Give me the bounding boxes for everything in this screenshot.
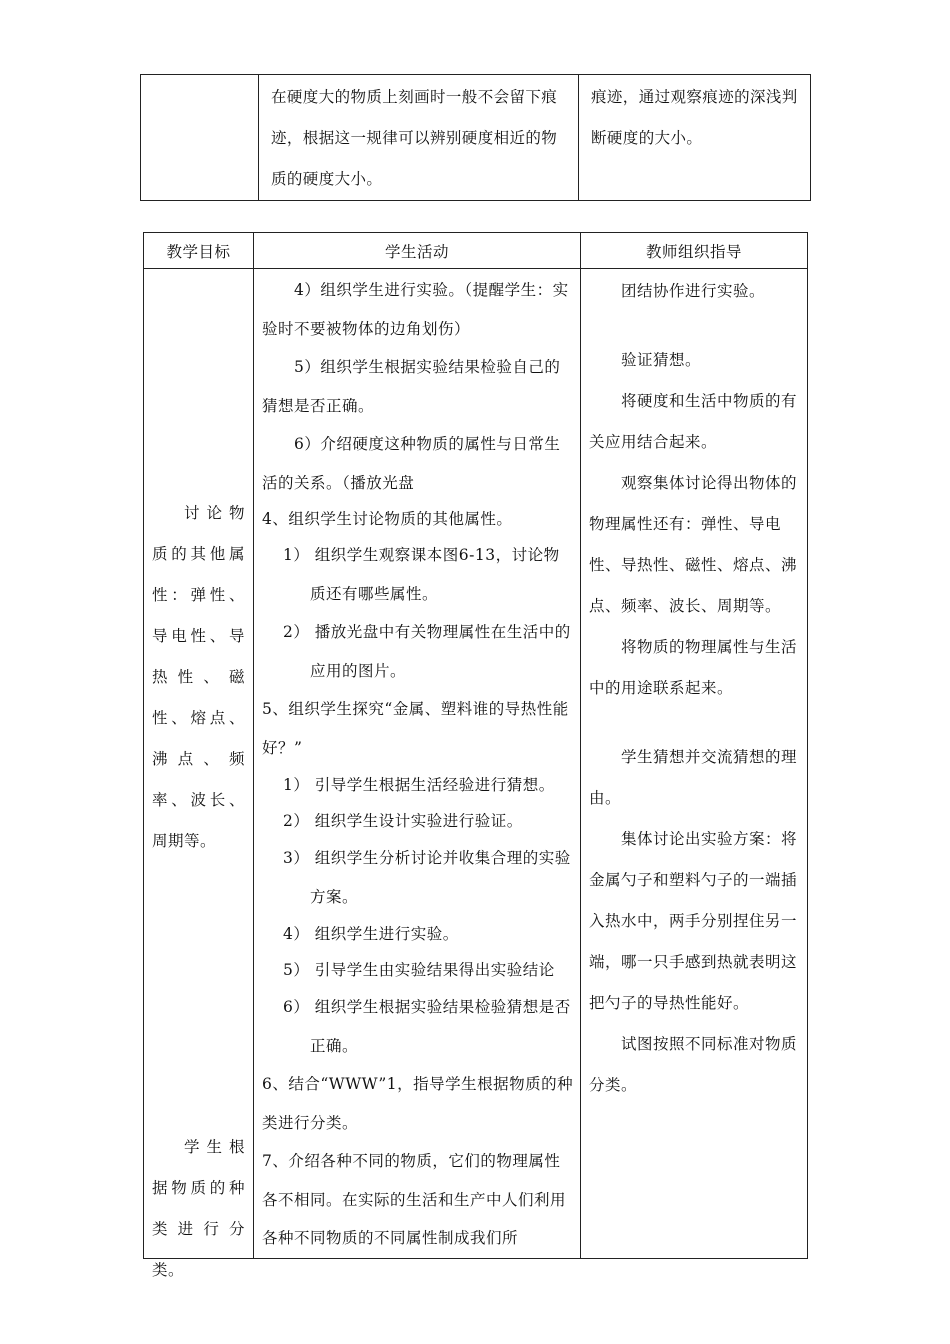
activity-line: 2） 播放光盘中有关物理属性在生活中的应用的图片。 <box>283 623 571 680</box>
activity-line: 5、组织学生探究“金属、塑料谁的导热性能好？” <box>262 700 569 757</box>
activity-line: 1） 引导学生根据生活经验进行猜想。 <box>283 776 555 794</box>
guidance-text: 团结协作进行实验。 <box>621 282 766 300</box>
student-activity-cell <box>254 269 581 1259</box>
table-header-row <box>144 233 808 269</box>
activity-line: 5）组织学生根据实验结果检验自己的猜想是否正确。 <box>262 358 561 415</box>
guidance-text: 集体讨论出实验方案：将金属勺子和塑料勺子的一端插入热水中，两手分别捏住另一端，哪一只手感到热就表明这把勺子的导热性能好。 <box>589 830 798 1012</box>
activity-line: 1） 组织学生观察课本图6-13，讨论物质还有哪些属性。 <box>283 546 560 603</box>
activity-line: 4、组织学生讨论物质的其他属性。 <box>262 510 513 528</box>
guidance-text: 将物质的物理属性与生活中的用途联系起来。 <box>589 638 798 697</box>
header-teacher-guidance: 教师组织指导 <box>581 233 808 269</box>
table-row <box>141 75 811 201</box>
table-cell <box>579 75 811 201</box>
table-cell <box>259 75 579 201</box>
activity-line: 6、结合“WWW”1，指导学生根据物质的种类进行分类。 <box>262 1075 574 1132</box>
cell-text: 痕迹，通过观察痕迹的深浅判断硬度的大小。 <box>591 88 798 147</box>
activity-line: 6） 组织学生根据实验结果检验猜想是否正确。 <box>283 998 571 1055</box>
activity-line: 6）介绍硬度这种物质的属性与日常生活的关系。（播放光盘 <box>262 435 561 492</box>
activity-line: 3） 组织学生分析讨论并收集合理的实验方案。 <box>283 849 571 906</box>
activity-line: 2） 组织学生设计实验进行验证。 <box>283 812 523 830</box>
guidance-text: 观察集体讨论得出物体的物理属性还有：弹性、导电性、导热性、磁性、熔点、沸点、频率、波长、周期等。 <box>589 474 798 615</box>
guidance-text: 将硬度和生活中物质的有关应用结合起来。 <box>589 392 798 451</box>
header-student-activity: 学生活动 <box>254 233 581 269</box>
guidance-text: 学生猜想并交流猜想的理由。 <box>589 748 798 807</box>
top-table <box>140 74 811 201</box>
table-cell-empty <box>141 75 259 201</box>
header-teaching-goal: 教学目标 <box>144 233 254 269</box>
guidance-text: 试图按照不同标准对物质分类。 <box>589 1035 798 1094</box>
guidance-text: 验证猜想。 <box>621 351 702 369</box>
goal-text: 讨论物质的其他属性：弹性、导电性、导热性、磁性、熔点、沸点、频率、波长、周期等。 <box>152 504 245 850</box>
activity-line: 5） 引导学生由实验结果得出实验结论 <box>283 961 555 979</box>
teacher-guidance-cell <box>581 269 808 1259</box>
activity-line: 7、介绍各种不同的物质，它们的物理属性各不相同。在实际的生活和生产中人们利用各种不同物质的不同属性制成我们所 <box>262 1152 567 1247</box>
activity-line: 4） 组织学生进行实验。 <box>283 925 459 943</box>
goal-text: 学生根据物质的种类进行分类。 <box>152 1138 245 1279</box>
cell-text: 在硬度大的物质上刻画时一般不会留下痕迹，根据这一规律可以辨别硬度相近的物质的硬度大小。 <box>271 88 558 188</box>
lesson-table <box>143 232 808 1279</box>
table-row <box>144 269 808 1259</box>
activity-line: 4）组织学生进行实验。（提醒学生：实验时不要被物体的边角划伤） <box>262 281 569 338</box>
teaching-goal-cell <box>144 269 254 1279</box>
